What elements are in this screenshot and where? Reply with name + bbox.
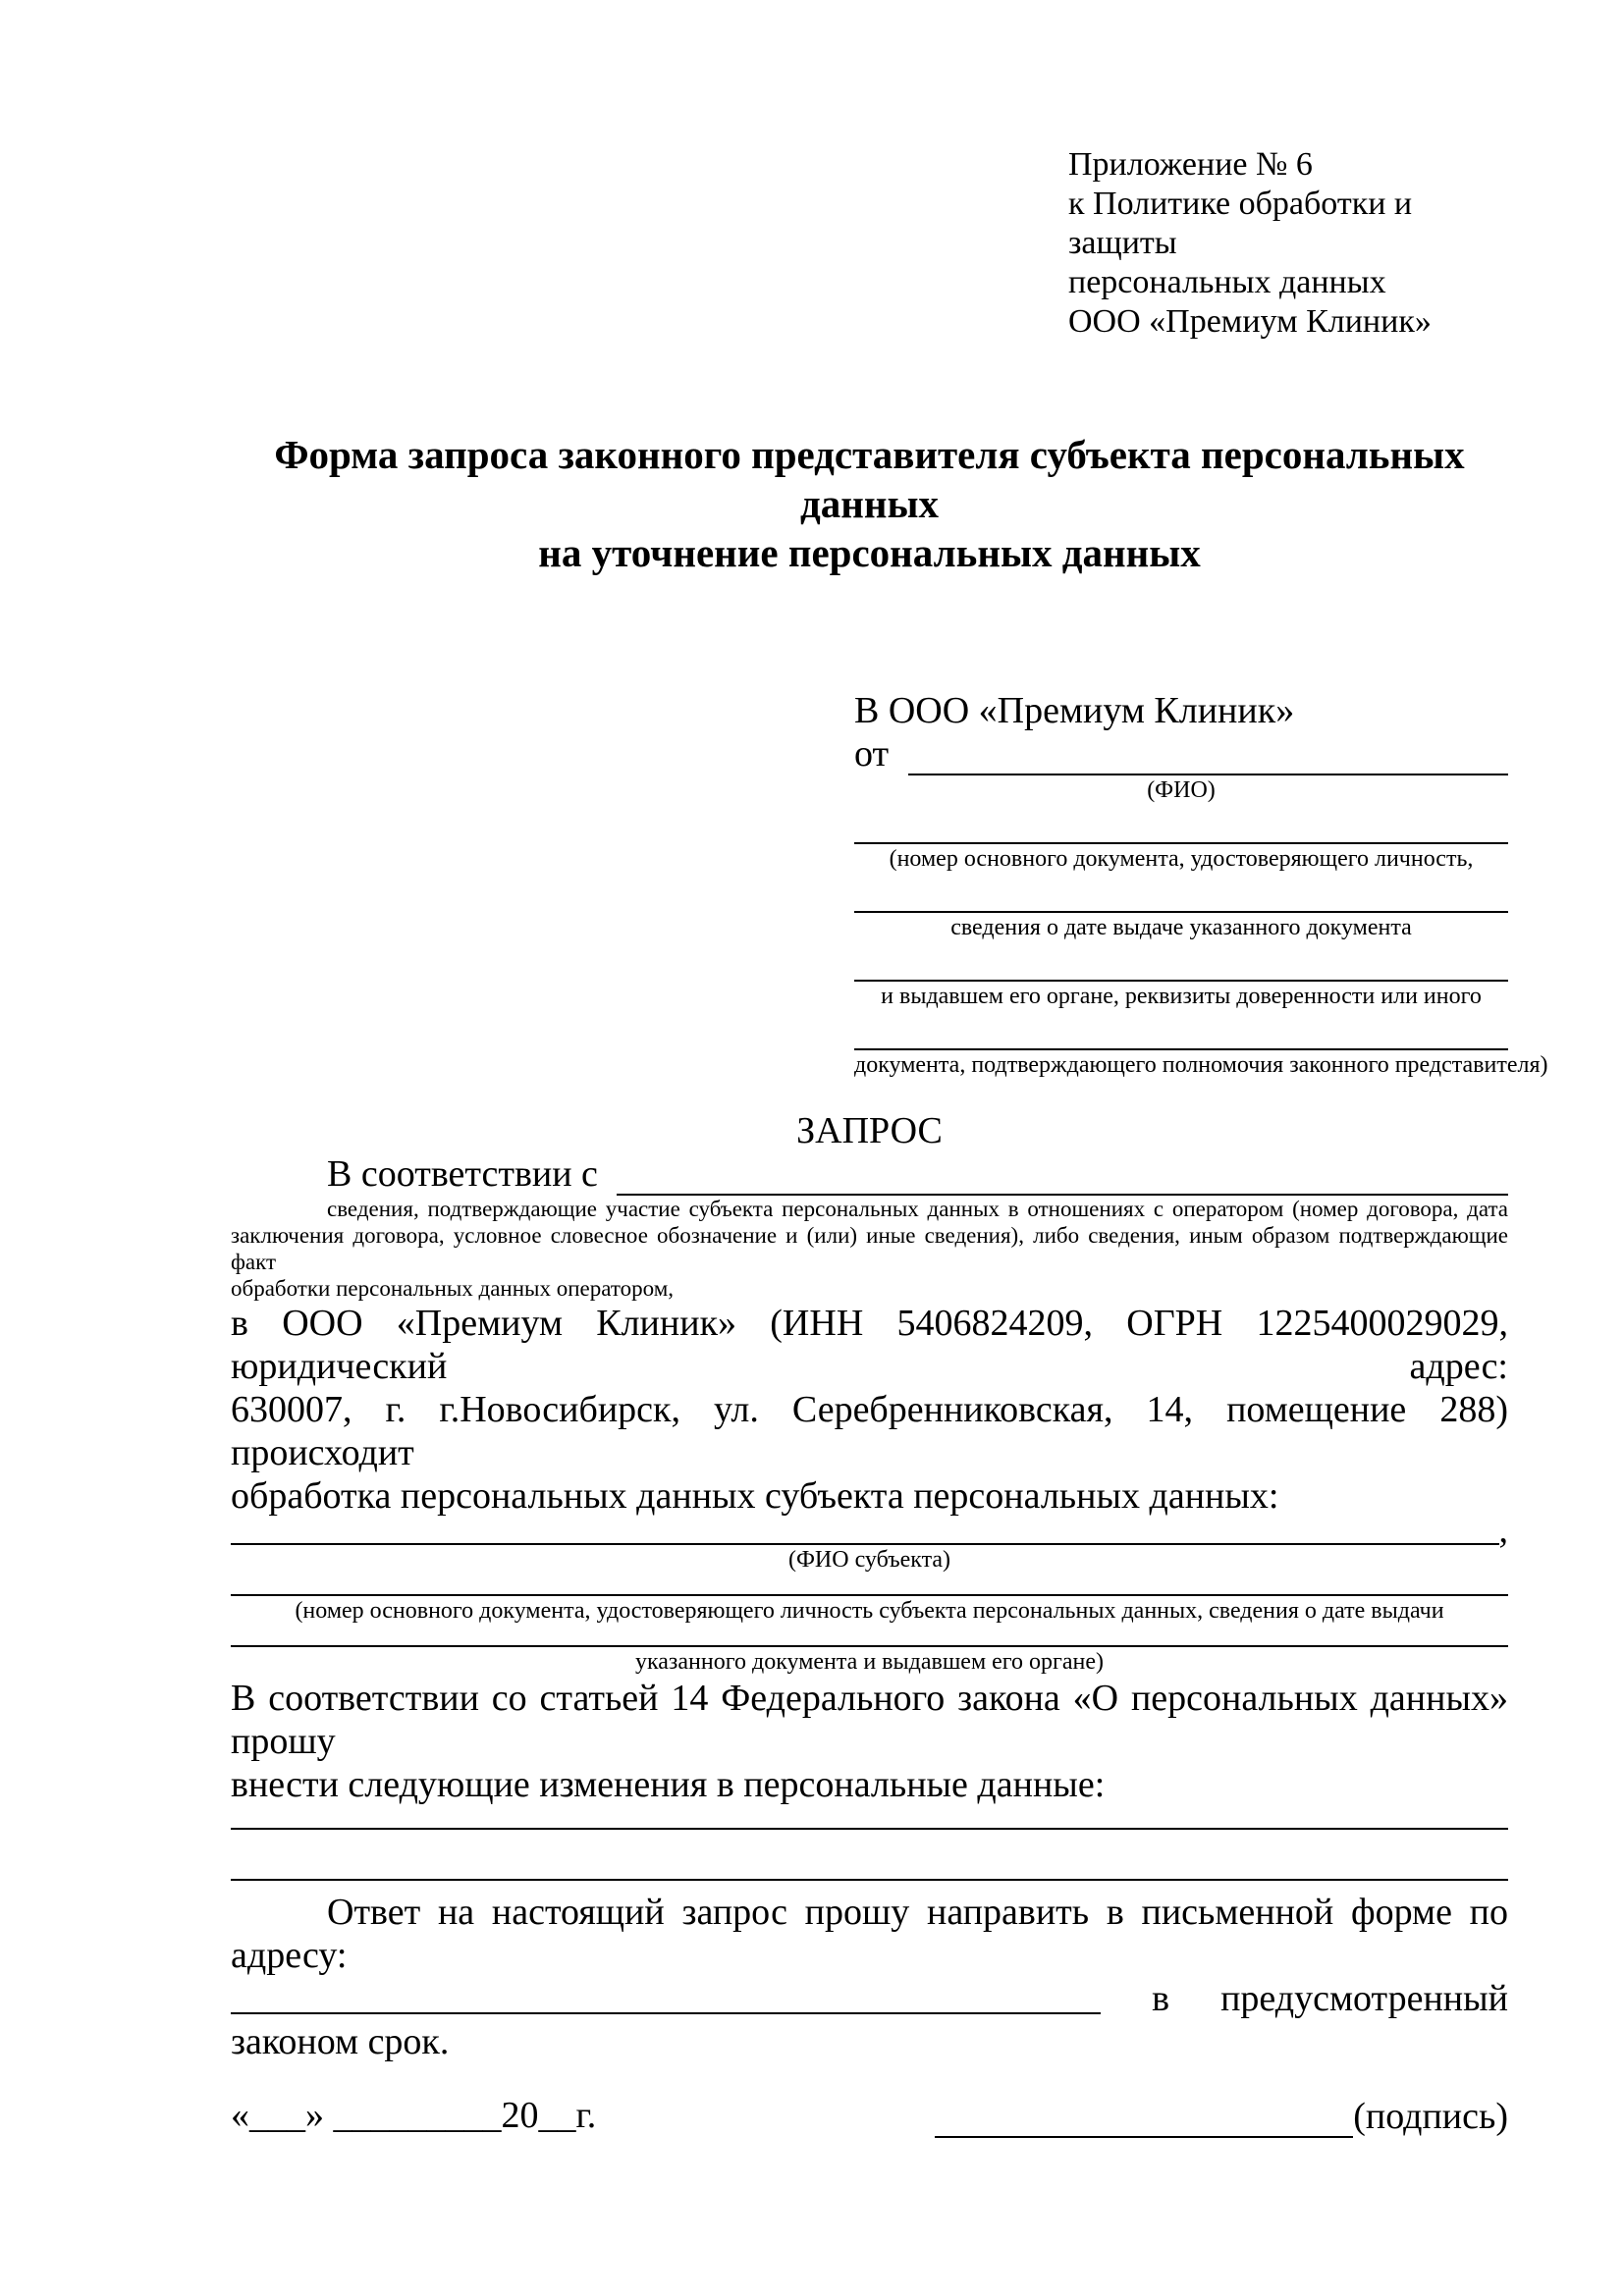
operator-paragraph xyxy=(231,1302,1508,1518)
from-label: от xyxy=(854,733,898,774)
signature-row xyxy=(231,2093,1508,2138)
law-paragraph-line: внести следующие изменения в персональные данные: xyxy=(231,1764,1106,1805)
appendix-note-line: ООО «Премиум Клиник» xyxy=(1068,303,1432,340)
appendix-note-line: персональных данных xyxy=(1068,264,1386,300)
field-caption: (номер основного документа, удостоверяющего личность, xyxy=(889,846,1474,872)
signature-caption: (подпись) xyxy=(1353,2096,1508,2137)
signature-date-blank: «___» _________20__г. xyxy=(231,2095,597,2136)
blank-field-line xyxy=(231,1575,1508,1596)
subject-doc-caption: (номер основного документа, удостоверяющего личность субъекта персональных данных, сведения о дате выдачи xyxy=(295,1598,1444,1624)
intro-caption-line: сведения, подтверждающие участие субъекта персональных данных в отношениях с оператором (номер договора, дата xyxy=(327,1197,1508,1221)
applicant-doc-field xyxy=(854,874,1508,942)
operator-paragraph-line: 630007, г. г.Новосибирск, ул. Серебренниковская, 14, помещение 288) происходит xyxy=(231,1389,1508,1473)
answer-word: предусмотренный xyxy=(1220,1978,1508,2019)
subject-doc-field xyxy=(231,1575,1508,1626)
applicant-name-blank-line xyxy=(908,732,1508,775)
blank-field-line xyxy=(854,1011,1508,1050)
intro-line xyxy=(231,1152,1508,1196)
changes-blank-line xyxy=(231,1806,1508,1830)
request-heading: ЗАПРОС xyxy=(796,1110,943,1151)
answer-closing-line: законом срок. xyxy=(231,2021,450,2062)
law-paragraph xyxy=(231,1677,1508,1806)
intro-caption-line: обработки персональных данных оператором, xyxy=(231,1276,674,1301)
document-title-line: на уточнение персональных данных xyxy=(538,530,1201,575)
field-caption: и выдавшем его органе, реквизиты доверенности или иного xyxy=(881,984,1482,1009)
applicant-doc-field xyxy=(854,1011,1548,1080)
subject-name-suffix: , xyxy=(1498,1510,1508,1551)
answer-word: в xyxy=(1152,1978,1170,2019)
recipient-to-line: В ООО «Премиум Клиник» xyxy=(854,690,1295,731)
blank-field-line xyxy=(854,942,1508,982)
fio-caption: (ФИО) xyxy=(1147,777,1216,803)
answer-address-blank-line xyxy=(231,2012,1101,2014)
document-title xyxy=(231,430,1508,577)
field-caption: документа, подтверждающего полномочия законного представителя) xyxy=(854,1052,1548,1078)
law-paragraph-line: В соответствии со статьей 14 Федерального закона «О персональных данных» прошу xyxy=(231,1678,1508,1762)
blank-field-line xyxy=(854,874,1508,913)
appendix-note xyxy=(1068,145,1508,342)
subject-name-caption: (ФИО субъекта) xyxy=(787,1547,951,1573)
blank-field-line xyxy=(231,1626,1508,1647)
intro-caption xyxy=(231,1196,1508,1302)
changes-blank-line xyxy=(231,1830,1508,1881)
intro-label: В соответствии с xyxy=(327,1153,608,1195)
answer-address-row xyxy=(231,1977,1508,2020)
signature-blank-line xyxy=(935,2099,1353,2138)
subject-doc-caption: указанного документа и выдавшем его органе) xyxy=(634,1649,1105,1675)
answer-intro-line: Ответ на настоящий запрос прошу направить в письменной форме по адресу: xyxy=(231,1892,1508,1976)
subject-doc-field xyxy=(231,1626,1508,1677)
document-title-line: Форма запроса законного представителя субъекта персональных данных xyxy=(274,432,1465,526)
recipient-block xyxy=(854,689,1548,1080)
operator-paragraph-line: обработка персональных данных субъекта персональных данных: xyxy=(231,1475,1279,1517)
appendix-note-line: к Политике обработки и защиты xyxy=(1068,186,1413,261)
signature-area xyxy=(935,2095,1508,2138)
subject-name-row xyxy=(231,1510,1508,1551)
applicant-doc-field xyxy=(854,942,1508,1011)
intro-caption-line: заключения договора, условное словесное обозначение и (или) иные сведения), либо сведения, иным образом подтверждающие факт xyxy=(231,1223,1508,1274)
intro-blank-line xyxy=(617,1152,1508,1196)
applicant-doc-field xyxy=(854,805,1508,874)
operator-paragraph-line: в ООО «Премиум Клиник» (ИНН 5406824209, ОГРН 1225400029029, юридический адрес: xyxy=(231,1303,1508,1387)
blank-field-line xyxy=(854,805,1508,844)
appendix-note-line: Приложение № 6 xyxy=(1068,146,1313,183)
from-line xyxy=(854,732,1508,775)
field-caption: сведения о дате выдаче указанного документа xyxy=(950,915,1412,940)
